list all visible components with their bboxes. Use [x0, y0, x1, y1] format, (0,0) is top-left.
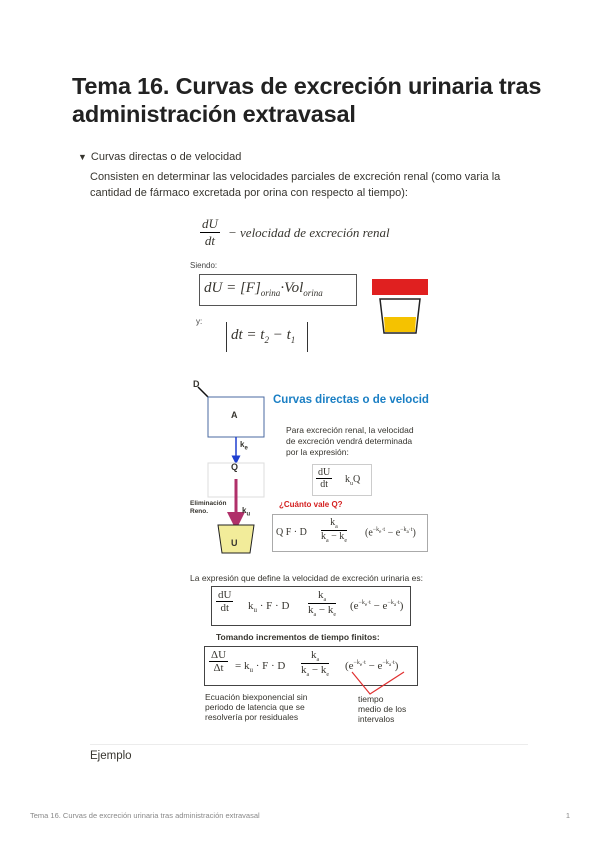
inc-frac-den-mid: − k	[309, 664, 327, 677]
q-equation-box	[272, 514, 428, 552]
q-exp2-t: ·t	[408, 527, 413, 533]
eq-du-part2: ·Vol	[280, 280, 304, 296]
eq-dt-part2: − t	[268, 327, 291, 343]
renal-text-line1: Para excreción renal, la velocidad	[286, 425, 414, 435]
inc-frac-den-sub1: a	[306, 672, 310, 679]
y-label: y:	[196, 317, 203, 326]
inc-exp1-sub: e	[359, 663, 363, 669]
vel-k: k	[248, 600, 254, 612]
inc-exp1-t: ·t	[362, 660, 366, 667]
vel-frac-den-sub1: a	[313, 612, 317, 619]
vel-open: (e	[350, 600, 359, 612]
cyan-title: Curvas directas o de velocid	[273, 394, 429, 406]
note-right-line3: intervalos	[358, 714, 395, 724]
renal-text-line3: por la expresión:	[286, 447, 349, 457]
f1-box	[312, 464, 372, 496]
beaker-icon	[370, 277, 430, 337]
inc-k-sub: u	[249, 666, 253, 675]
q-exp1-t: ·t	[381, 527, 386, 533]
q-frac-den-mid: − k	[328, 531, 345, 542]
q-exp2: −k	[400, 527, 407, 533]
siendo-label: Siendo:	[190, 261, 218, 270]
renal-text	[286, 425, 414, 458]
ke-sub: e	[244, 445, 248, 452]
vel-exp2-t: ·t	[396, 600, 400, 607]
vel-exp1-t: ·t	[367, 600, 371, 607]
q-eq-open: (e	[365, 527, 373, 539]
inc-den: Δt	[213, 662, 224, 674]
f1-sub: u	[350, 481, 353, 487]
note-left-line3: resolvería por residuales	[205, 712, 299, 722]
vel-fd: · F · D	[257, 600, 290, 612]
q-frac-den-sub2: e	[344, 538, 347, 544]
u-label: U	[231, 538, 238, 548]
q-label: Q	[231, 462, 239, 472]
vel-exp1-sub: e	[364, 603, 368, 609]
ku-sub: u	[246, 511, 251, 518]
inc-frac-num-sub: a	[316, 657, 320, 664]
f1-k: k	[345, 474, 350, 485]
note-right	[358, 694, 406, 724]
d-label: D	[193, 379, 200, 389]
renal-text-line2: de excreción vendrá determinada	[286, 436, 413, 446]
equation-dt-box	[226, 322, 308, 352]
inc-fd: · F · D	[252, 660, 286, 672]
footer-page-number: 1	[565, 811, 570, 820]
vel-frac-num-sub: a	[323, 597, 327, 604]
eq-du-sub2: orina	[303, 288, 323, 298]
inc-frac-den-sub2: e	[326, 672, 330, 679]
f1-q: Q	[353, 474, 361, 485]
note-left-line1: Ecuación biexponencial sin	[205, 692, 308, 702]
toggle-triangle-icon[interactable]: ▼	[78, 152, 87, 162]
inc-exp2: −k	[382, 660, 389, 667]
eq1-text: − velocidad de excreción renal	[228, 225, 390, 240]
beaker-yellow-fill	[384, 317, 416, 332]
inc-frac-num: k	[310, 649, 317, 661]
f1-num: dU	[318, 467, 331, 478]
eq-du-sub1: orina	[260, 288, 281, 298]
inc-exp1: −k	[353, 660, 360, 667]
eliminacion-label: Eliminación Reno.	[190, 500, 227, 515]
q-eq-left: Q F · D	[276, 527, 307, 538]
pointer-lines	[352, 672, 404, 694]
example-heading: Ejemplo	[90, 750, 132, 762]
ku-label	[242, 506, 250, 518]
q-exp2-sub: a	[406, 530, 409, 536]
q-eq-mid: − e	[385, 527, 401, 539]
inc-mid: − e	[365, 660, 383, 672]
vel-den: dt	[220, 602, 229, 614]
inc-frac-den: k	[301, 664, 307, 677]
vel-num: dU	[218, 589, 232, 601]
inc-num: ΔU	[211, 649, 227, 661]
vel-close: )	[399, 600, 404, 612]
inc-exp2-t: ·t	[391, 660, 395, 667]
q-frac-den: k	[321, 531, 326, 542]
eq1-denominator: dt	[204, 233, 215, 248]
equation-velocity	[200, 216, 420, 252]
ke-text: k	[240, 440, 245, 449]
vel-exp1: −k	[358, 600, 365, 607]
ke-label	[240, 440, 248, 452]
vel-frac-den: k	[308, 604, 314, 617]
tomando-label: Tomando incrementos de tiempo finitos:	[216, 632, 380, 642]
toggle-label: Curvas directas o de velocidad	[90, 151, 242, 163]
vel-exp2-sub: a	[393, 603, 397, 609]
footer-title: Tema 16. Curvas de excreción urinaria tras administración extravasal	[30, 811, 260, 820]
f1-den: dt	[320, 479, 328, 490]
equation-du-box	[199, 274, 357, 306]
eq-dt-part1: dt = t	[231, 327, 265, 343]
note-right-line2: medio de los	[358, 704, 407, 714]
vel-k-sub: u	[253, 606, 257, 615]
inc-close: )	[394, 660, 399, 672]
inc-exp2-sub: a	[388, 663, 392, 669]
beaker-red-bar	[372, 279, 428, 295]
inc-k: = k	[235, 660, 250, 672]
note-left	[205, 692, 308, 722]
eq-dt-sub1: 1	[290, 335, 296, 345]
vel-exp2: −k	[387, 600, 394, 607]
q-question: ¿Cuánto vale Q?	[279, 500, 343, 509]
vel-frac-num: k	[317, 589, 324, 601]
q-frac-den-sub1: a	[326, 538, 329, 544]
q-exp1: −k	[372, 527, 380, 533]
intro-paragraph: Consisten en determinar las velocidades parciales de excreción renal (como varia la cantidad de fármaco excretada por orina con respecto al tiempo):	[90, 171, 501, 199]
eq-dt-sub2: 2	[264, 335, 269, 345]
ku-text: k	[242, 506, 247, 515]
inc-open: (e	[345, 660, 354, 672]
eq1-numerator: dU	[202, 216, 218, 231]
divider	[90, 744, 528, 745]
q-exp1-sub: e	[379, 530, 382, 536]
expr-label: La expresión que define la velocidad de excreción urinaria es:	[190, 573, 423, 583]
vel-frac-den-sub2: e	[333, 612, 337, 619]
q-eq-close: )	[412, 527, 416, 539]
q-frac-num-sub: a	[335, 524, 338, 530]
velocity-equation-box	[211, 586, 411, 626]
eq-du-part1: dU = [F]	[204, 280, 261, 296]
note-right-line1: tiempo	[358, 694, 384, 704]
vel-mid: − e	[370, 600, 388, 612]
vel-frac-den-mid: − k	[316, 604, 334, 617]
a-label: A	[231, 410, 238, 420]
note-left-line2: periodo de latencia que se	[205, 702, 305, 712]
q-frac-num: k	[330, 517, 336, 528]
page-title: Tema 16. Curvas de excreción urinaria tras administración extravasal	[72, 73, 542, 127]
toggle-curvas-directas[interactable]	[78, 151, 241, 163]
